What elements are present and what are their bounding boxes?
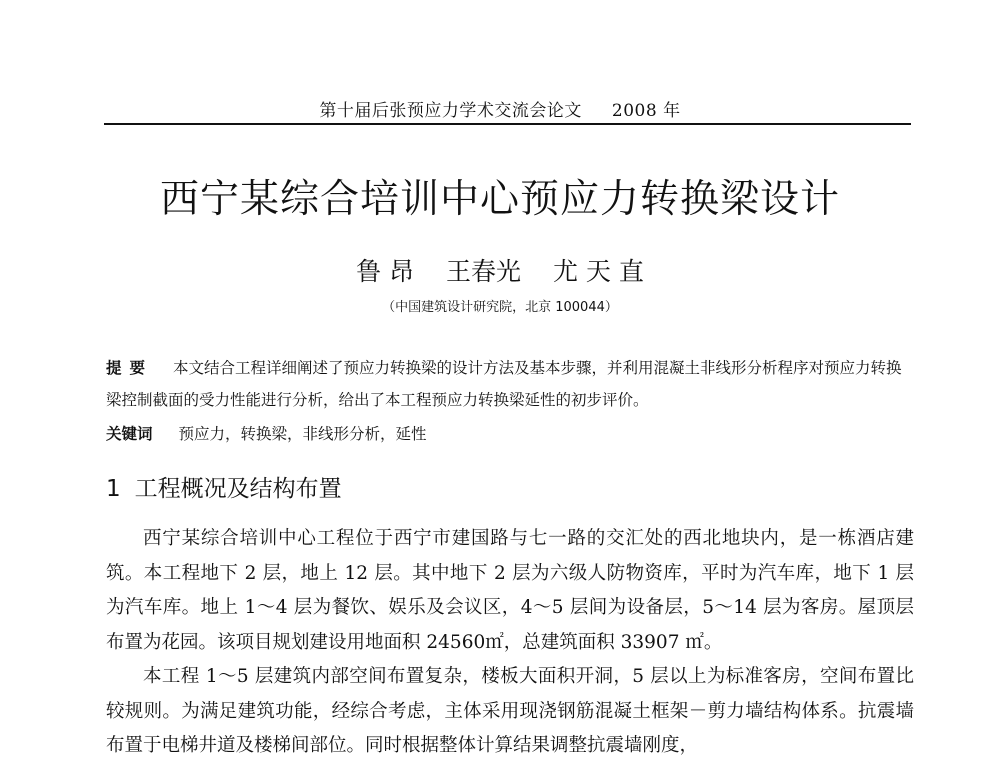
body-paragraph: 本工程 1～5 层建筑内部空间布置复杂，楼板大面积开洞，5 层以上为标准客房，空间布置比较规则。为满足建筑功能，经综合考虑，主体采用现浇钢筋混凝土框架－剪力墙结构体系。抗震墙布置于电梯井道及楼梯间部位。同时根据整体计算结果调整抗震墙刚度，	[106, 666, 914, 756]
author-name: 王春光	[446, 257, 522, 286]
keywords-label: 关键词	[106, 425, 153, 443]
section-heading	[106, 470, 342, 503]
author-name: 尤 天 直	[552, 257, 644, 286]
paper-title: 西宁某综合培训中心预应力转换梁设计	[159, 177, 840, 222]
abstract-label: 提要	[106, 359, 154, 377]
author-affiliation: （中国建筑设计研究院，北京 100044）	[382, 300, 618, 315]
keywords-text: 预应力，转换梁，非线形分析，延性	[178, 425, 427, 443]
abstract	[106, 352, 914, 416]
conference-name: 第十届后张预应力学术交流会论文	[319, 101, 582, 121]
header-divider	[104, 123, 911, 125]
section-body	[106, 522, 914, 764]
running-header	[0, 96, 1000, 121]
author-name: 鲁 昂	[356, 257, 415, 286]
abstract-text: 本文结合工程详细阐述了预应力转换梁的设计方法及基本步骤，并利用混凝土非线形分析程序对预应力转换梁控制截面的受力性能进行分析，给出了本工程预应力转换梁延性的初步评价。	[106, 359, 902, 409]
section-title: 工程概况及结构布置	[134, 476, 342, 502]
section-number: 1	[106, 476, 121, 502]
conference-year: 2008 年	[611, 101, 681, 121]
body-paragraph: 西宁某综合培训中心工程位于西宁市建国路与七一路的交汇处的西北地块内，是一栋酒店建筑。本工程地下 2 层，地上 12 层。其中地下 2 层为六级人防物资库，平时为汽车库，地下 1 层为汽车库。地上 1～4 层为餐饮、娱乐及会议区，4～5 层间为设备层，5～14 层为客房。屋顶层布置为花园。该项目规划建设用地面积 24560㎡，总建筑面积 33907 ㎡。	[106, 528, 914, 653]
keywords	[106, 418, 914, 450]
author-list	[0, 252, 1000, 288]
